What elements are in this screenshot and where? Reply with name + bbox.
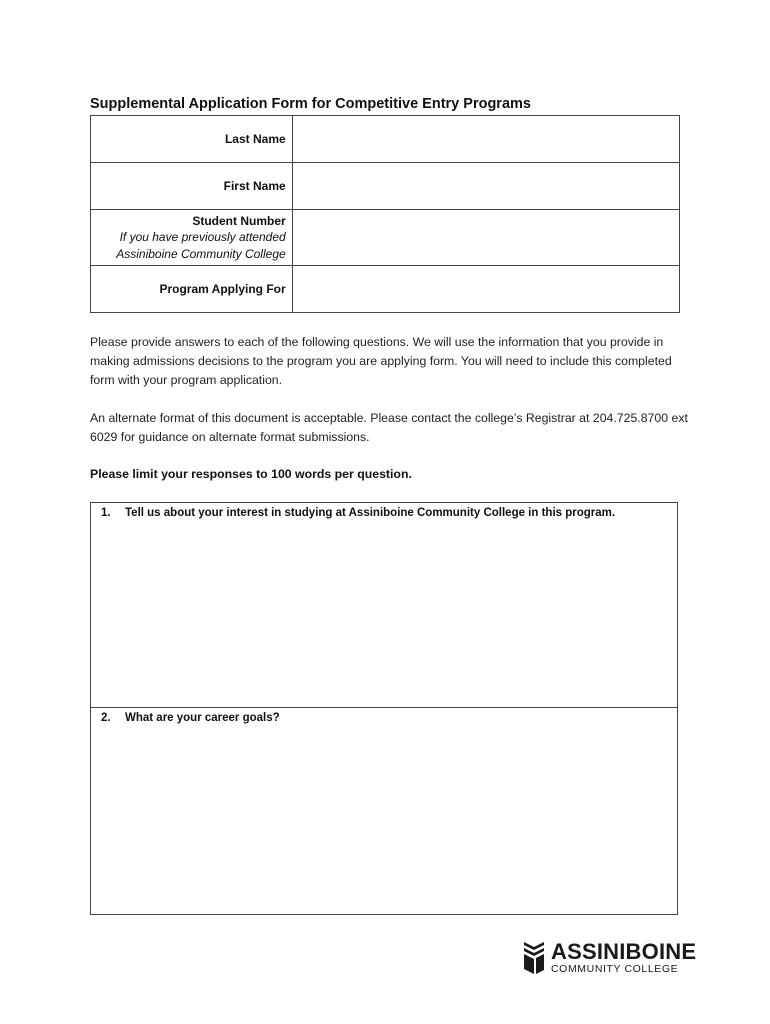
program-field[interactable] bbox=[293, 266, 679, 312]
question-2-label bbox=[101, 712, 280, 724]
program-label: Program Applying For bbox=[91, 266, 293, 313]
question-2-box bbox=[90, 707, 678, 915]
last-name-label: Last Name bbox=[91, 116, 293, 163]
question-1-answer[interactable] bbox=[99, 529, 669, 699]
logo-main-text: ASSINIBOINE bbox=[551, 939, 697, 964]
question-text: What are your career goals? bbox=[125, 712, 280, 724]
last-name-cell bbox=[292, 116, 679, 163]
student-number-field[interactable] bbox=[293, 210, 679, 265]
student-number-hint-line1: If you have previously attended bbox=[119, 230, 286, 245]
logo-sub-text: COMMUNITY COLLEGE bbox=[551, 963, 679, 975]
student-number-label-cell bbox=[91, 210, 293, 266]
question-number: 2. bbox=[101, 712, 111, 724]
question-text: Tell us about your interest in studying at Assiniboine Community College in this program. bbox=[125, 507, 616, 519]
alternate-format-paragraph: An alternate format of this document is acceptable. Please contact the college’s Registrar at 204.725.8700 ext 6029 for guidance on alternate format submissions. bbox=[90, 411, 688, 444]
table-row bbox=[91, 116, 680, 163]
logo-wordmark bbox=[551, 941, 696, 975]
question-2-answer[interactable] bbox=[99, 734, 669, 906]
applicant-info-table bbox=[90, 115, 680, 313]
form-title: Supplemental Application Form for Competitive Entry Programs bbox=[90, 96, 531, 112]
student-number-cell bbox=[292, 210, 679, 266]
program-cell bbox=[292, 266, 679, 313]
question-1-box bbox=[90, 502, 678, 708]
student-number-label: Student Number bbox=[192, 213, 286, 228]
question-1-label bbox=[101, 507, 615, 519]
student-number-hint-line2: Assiniboine Community College bbox=[116, 246, 286, 261]
college-emblem-icon bbox=[522, 940, 546, 976]
first-name-field[interactable] bbox=[293, 163, 679, 209]
table-row bbox=[91, 163, 680, 210]
word-limit-note: Please limit your responses to 100 words per question. bbox=[90, 467, 412, 481]
table-row bbox=[91, 210, 680, 266]
college-logo bbox=[522, 940, 696, 976]
question-number: 1. bbox=[101, 507, 111, 519]
last-name-field[interactable] bbox=[293, 116, 679, 162]
first-name-cell bbox=[292, 163, 679, 210]
table-row bbox=[91, 266, 680, 313]
first-name-label: First Name bbox=[91, 163, 293, 210]
instructions-paragraph: Please provide answers to each of the following questions. We will use the information that you provide in making admissions decisions to the program you are applying form. You will need to include this completed form with your program application. bbox=[90, 335, 672, 387]
